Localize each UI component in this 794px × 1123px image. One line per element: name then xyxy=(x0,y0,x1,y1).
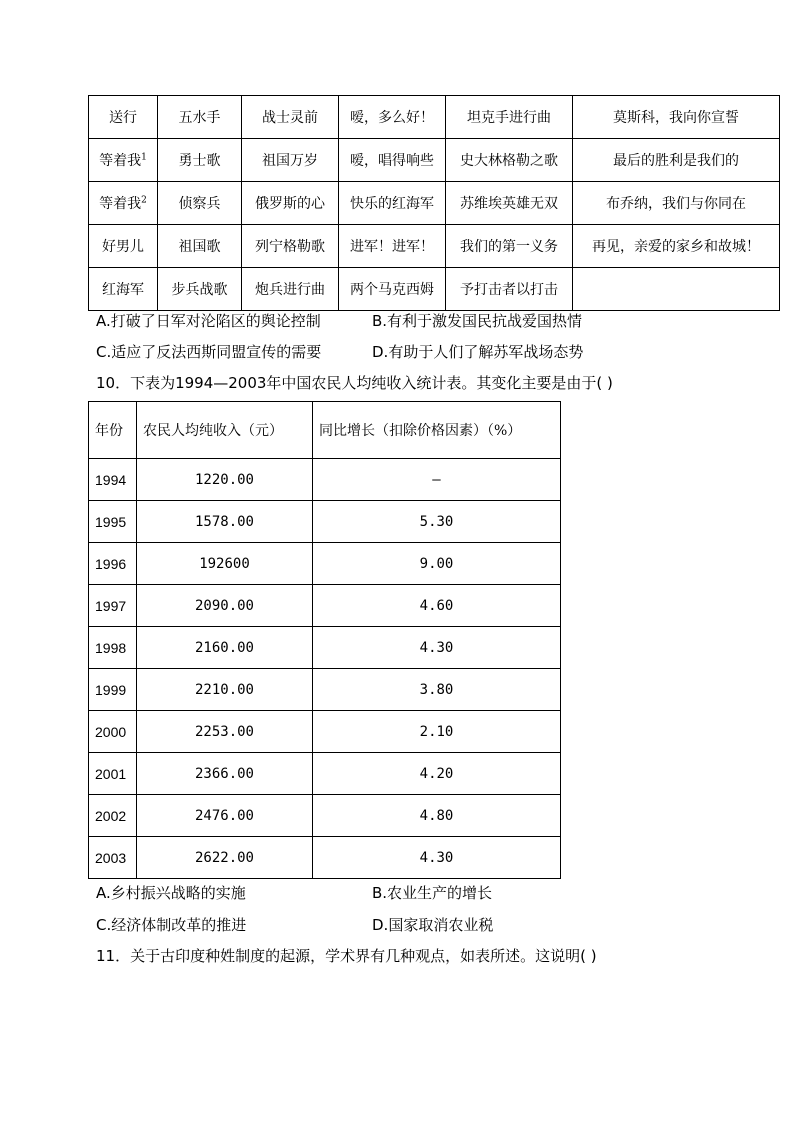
song-title: 五水手 xyxy=(178,110,221,126)
song-title-cell xyxy=(446,139,573,182)
song-title-cell xyxy=(89,139,158,182)
songs-row xyxy=(89,268,780,311)
song-title: 我们的第一义务 xyxy=(460,239,558,255)
income-cell: 2160.00 xyxy=(137,627,313,669)
song-title: 列宁格勒歌 xyxy=(255,239,325,255)
growth-cell: 2.10 xyxy=(313,711,561,753)
income-cell: 1220.00 xyxy=(137,459,313,501)
year-cell: 2002 xyxy=(89,795,137,837)
song-title-cell xyxy=(89,225,158,268)
song-title: 勇士歌 xyxy=(178,153,221,169)
song-title-cell xyxy=(573,182,780,225)
income-row xyxy=(89,795,561,837)
year-cell: 1998 xyxy=(89,627,137,669)
song-title: 嗳，多么好！ xyxy=(350,110,434,126)
song-title: 好男儿 xyxy=(102,239,144,255)
song-title: 战士灵前 xyxy=(262,110,318,126)
song-title-cell xyxy=(339,268,446,311)
song-title: 进军！进军！ xyxy=(350,239,434,255)
growth-cell: 9.00 xyxy=(313,543,561,585)
song-title-cell xyxy=(446,268,573,311)
growth-cell: 3.80 xyxy=(313,669,561,711)
year-cell: 1995 xyxy=(89,501,137,543)
q10-option-b: B.农业生产的增长 xyxy=(372,884,493,902)
growth-cell: 4.30 xyxy=(313,627,561,669)
song-title: 祖国万岁 xyxy=(262,153,318,169)
income-table xyxy=(88,401,561,879)
song-title-cell xyxy=(89,182,158,225)
q9-option-b: B.有利于激发国民抗战爱国热情 xyxy=(372,312,583,330)
growth-cell: 5.30 xyxy=(313,501,561,543)
income-row xyxy=(89,669,561,711)
income-cell: 2210.00 xyxy=(137,669,313,711)
year-cell: 2001 xyxy=(89,753,137,795)
song-title-cell xyxy=(242,96,339,139)
song-title-cell xyxy=(158,268,242,311)
income-row xyxy=(89,837,561,879)
income-row xyxy=(89,585,561,627)
growth-cell: 4.30 xyxy=(313,837,561,879)
income-cell: 2476.00 xyxy=(137,795,313,837)
song-title-cell xyxy=(573,268,780,311)
song-title: 等着我 xyxy=(99,153,142,169)
growth-cell: 4.60 xyxy=(313,585,561,627)
song-title-cell xyxy=(573,96,780,139)
song-title: 快乐的红海军 xyxy=(350,196,434,212)
song-title: 步兵战歌 xyxy=(171,282,228,298)
year-cell: 1999 xyxy=(89,669,137,711)
song-title-cell xyxy=(158,182,242,225)
year-cell: 1997 xyxy=(89,585,137,627)
income-row xyxy=(89,501,561,543)
song-title: 史大林格勒之歌 xyxy=(460,153,558,169)
song-title-cell xyxy=(242,268,339,311)
song-title-cell xyxy=(242,139,339,182)
song-title: 予打击者以打击 xyxy=(460,282,558,298)
song-title: 再见，亲爱的家乡和故城！ xyxy=(592,239,760,255)
song-title-cell xyxy=(573,139,780,182)
header-year: 年份 xyxy=(89,402,137,459)
songs-row xyxy=(89,182,780,225)
song-title: 最后的胜利是我们的 xyxy=(613,153,739,169)
song-title-cell xyxy=(339,182,446,225)
income-cell: 2090.00 xyxy=(137,585,313,627)
songs-row xyxy=(89,96,780,139)
growth-cell: 4.20 xyxy=(313,753,561,795)
song-title: 等着我 xyxy=(99,196,142,212)
song-title-cell xyxy=(446,96,573,139)
income-table-body xyxy=(89,459,561,879)
year-cell: 2003 xyxy=(89,837,137,879)
song-title: 红海军 xyxy=(102,282,144,298)
income-row xyxy=(89,711,561,753)
growth-cell: — xyxy=(313,459,561,501)
income-cell: 2366.00 xyxy=(137,753,313,795)
q10-option-a: A.乡村振兴战略的实施 xyxy=(96,884,246,902)
year-cell: 1996 xyxy=(89,543,137,585)
song-title: 祖国歌 xyxy=(178,239,221,255)
q10-option-c: C.经济体制改革的推进 xyxy=(96,916,247,934)
songs-row xyxy=(89,139,780,182)
q11-stem: 11．关于古印度种姓制度的起源，学术界有几种观点，如表所述。这说明( ) xyxy=(96,947,597,965)
song-footnote-mark: 1 xyxy=(141,152,147,163)
income-cell: 192600 xyxy=(137,543,313,585)
q9-option-d: D.有助于人们了解苏军战场态势 xyxy=(372,343,584,361)
income-cell: 2622.00 xyxy=(137,837,313,879)
song-title-cell xyxy=(339,225,446,268)
song-title: 坦克手进行曲 xyxy=(467,110,551,126)
year-cell: 1994 xyxy=(89,459,137,501)
song-title: 布乔纳，我们与你同在 xyxy=(606,196,746,212)
song-title-cell xyxy=(446,182,573,225)
income-row xyxy=(89,543,561,585)
income-header-row xyxy=(89,402,561,459)
income-row xyxy=(89,753,561,795)
income-cell: 1578.00 xyxy=(137,501,313,543)
income-cell: 2253.00 xyxy=(137,711,313,753)
song-title-cell xyxy=(89,96,158,139)
income-row xyxy=(89,627,561,669)
song-title: 炮兵进行曲 xyxy=(255,282,325,298)
songs-row xyxy=(89,225,780,268)
song-title-cell xyxy=(339,96,446,139)
song-title-cell xyxy=(242,225,339,268)
songs-table-body xyxy=(89,96,780,311)
growth-cell: 4.80 xyxy=(313,795,561,837)
q9-option-c: C.适应了反法西斯同盟宣传的需要 xyxy=(96,343,322,361)
header-growth: 同比增长（扣除价格因素）（%） xyxy=(313,402,561,459)
song-title-cell xyxy=(158,139,242,182)
q10-option-d: D.国家取消农业税 xyxy=(372,916,494,934)
song-title-cell xyxy=(242,182,339,225)
song-title: 俄罗斯的心 xyxy=(255,196,325,212)
song-title: 侦察兵 xyxy=(178,196,221,212)
song-title-cell xyxy=(89,268,158,311)
song-title: 苏维埃英雄无双 xyxy=(460,196,558,212)
year-cell: 2000 xyxy=(89,711,137,753)
q9-option-a: A.打破了日军对沦陷区的舆论控制 xyxy=(96,312,321,330)
song-title: 莫斯科，我向你宣誓 xyxy=(613,110,739,126)
song-title: 送行 xyxy=(109,110,137,126)
income-row xyxy=(89,459,561,501)
song-title-cell xyxy=(158,225,242,268)
song-title-cell xyxy=(158,96,242,139)
song-title: 两个马克西姆 xyxy=(350,282,434,298)
song-title-cell xyxy=(573,225,780,268)
songs-table xyxy=(88,95,780,311)
song-footnote-mark: 2 xyxy=(141,195,147,206)
song-title: 嗳，唱得响些 xyxy=(350,153,434,169)
header-income: 农民人均纯收入（元） xyxy=(137,402,313,459)
song-title-cell xyxy=(339,139,446,182)
q10-stem: 10．下表为1994—2003年中国农民人均纯收入统计表。其变化主要是由于( ) xyxy=(96,374,613,392)
song-title-cell xyxy=(446,225,573,268)
